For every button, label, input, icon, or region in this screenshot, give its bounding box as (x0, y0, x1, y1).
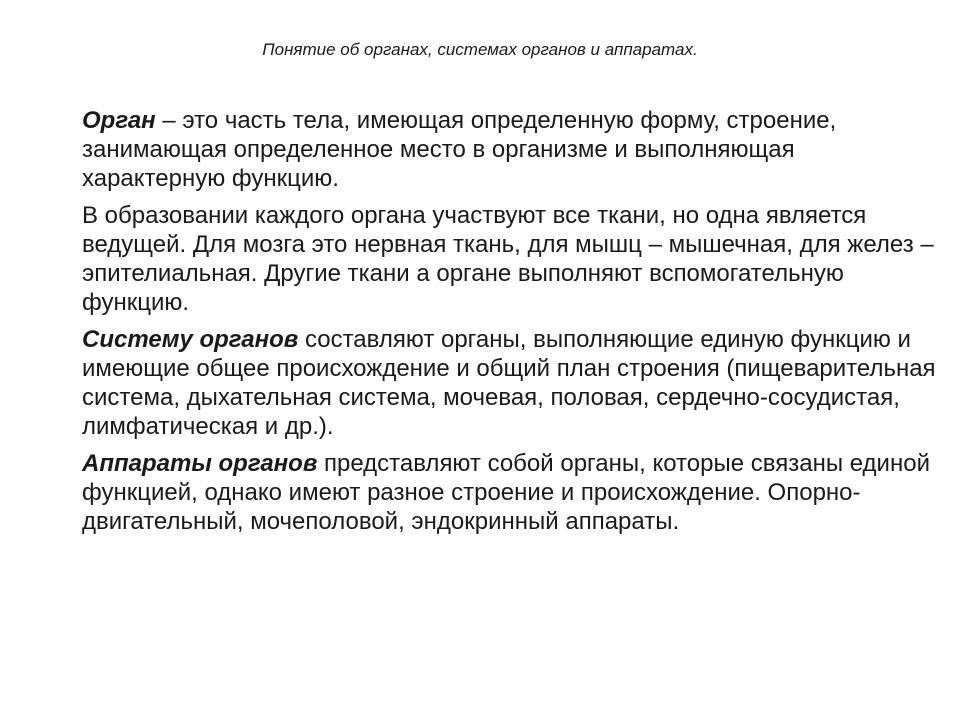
slide-body (82, 106, 942, 544)
term-organ-system: Систему органов (82, 326, 299, 353)
term-organ-apparatus: Аппараты органов (82, 450, 318, 477)
paragraph-tissues-text: В образовании каждого органа участвуют все ткани, но одна является ведущей. Для мозга это нервная ткань, для мышц – мышечная, для желез – эпителиальная. Другие ткани а органе выполняют вспомогательную функцию. (82, 202, 934, 316)
paragraph-organ-system-text: составляют органы, выполняющие единую функцию и имеющие общее происхождение и общий план строения (пищеварительная система, дыхательная система, мочевая, половая, сердечно-сосудистая, лимфатическая и др.). (82, 326, 936, 440)
paragraph-organ-text: – это часть тела, имеющая определенную форму, строение, занимающая определенное место в организме и выполняющая характерную функцию. (82, 107, 837, 192)
paragraph-organ-system (82, 325, 942, 441)
paragraph-tissues (82, 201, 942, 317)
paragraph-organ (82, 106, 942, 193)
term-organ: Орган (82, 107, 156, 134)
slide-title: Понятие об органах, системах органов и аппаратах. (262, 40, 698, 59)
paragraph-organ-apparatus (82, 449, 942, 536)
paragraph-organ-apparatus-text: представляют собой органы, которые связаны единой функцией, однако имеют разное строение и происхождение. Опорно-двигательный, мочеполовой, эндокринный аппараты. (82, 450, 930, 535)
